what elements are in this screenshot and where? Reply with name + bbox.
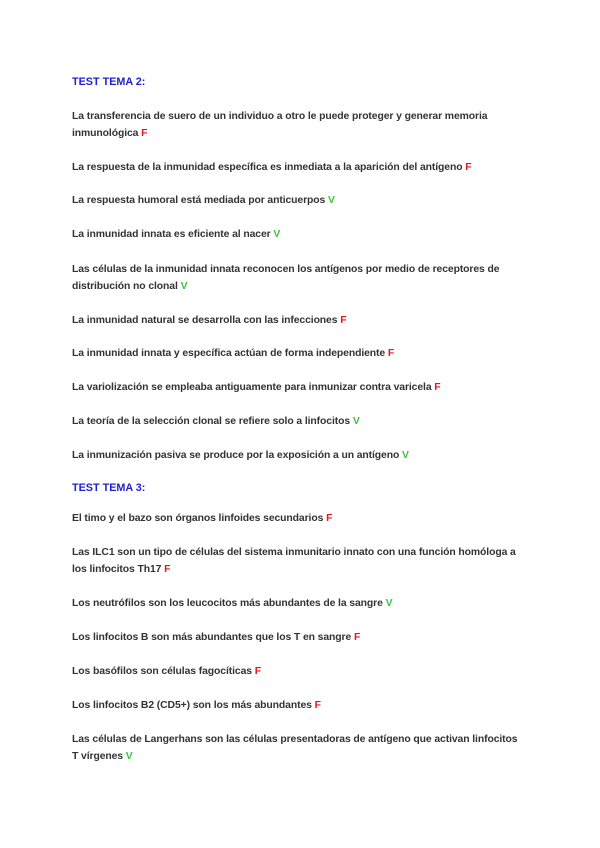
answer-false: F bbox=[353, 632, 361, 643]
question-line: La inmunidad innata y específica actúan de forma independiente F bbox=[72, 348, 395, 359]
question-line: La respuesta de la inmunidad específica es inmediata a la aparición del antígeno F bbox=[72, 162, 472, 173]
answer-false: F bbox=[141, 128, 148, 139]
question-line: Las ILC1 son un tipo de células del sistema inmunitario innato con una función homóloga a bbox=[72, 547, 516, 558]
question-line: Los linfocitos B son más abundantes que los T en sangre F bbox=[72, 632, 361, 643]
question-line: La respuesta humoral está mediada por anticuerpos V bbox=[72, 195, 335, 206]
question-line: distribución no clonal V bbox=[72, 281, 188, 292]
answer-false: F bbox=[465, 162, 472, 173]
question-line: Los basófilos son células fagocíticas F bbox=[72, 666, 261, 677]
question-line: inmunológica F bbox=[72, 128, 148, 139]
question-line: Los linfocitos B2 (CD5+) son los más abundantes F bbox=[72, 700, 321, 711]
answer-false: F bbox=[434, 382, 441, 393]
answer-true: V bbox=[328, 195, 335, 206]
answer-true: V bbox=[125, 751, 133, 762]
section-title-tema-2: TEST TEMA 2: bbox=[72, 76, 146, 88]
answer-false: F bbox=[340, 315, 347, 326]
answer-false: F bbox=[164, 564, 171, 575]
question-line: La inmunización pasiva se produce por la exposición a un antígeno V bbox=[72, 450, 409, 461]
question-line: La transferencia de suero de un individuo a otro le puede proteger y generar memoria bbox=[72, 111, 488, 122]
question-line: El timo y el bazo son órganos linfoides secundarios F bbox=[72, 513, 333, 524]
section-title-tema-3: TEST TEMA 3: bbox=[72, 482, 146, 494]
answer-false: F bbox=[314, 700, 321, 711]
answer-false: F bbox=[254, 666, 261, 677]
answer-true: V bbox=[180, 281, 188, 292]
question-line: Los neutrófilos son los leucocitos más abundantes de la sangre V bbox=[72, 598, 393, 609]
question-line: La teoría de la selección clonal se refiere solo a linfocitos V bbox=[72, 416, 360, 427]
answer-true: V bbox=[402, 450, 409, 461]
answer-true: V bbox=[352, 416, 360, 427]
question-line: los linfocitos Th17 F bbox=[72, 564, 171, 575]
question-line: T vírgenes V bbox=[72, 751, 133, 762]
answer-false: F bbox=[387, 348, 395, 359]
answer-true: V bbox=[273, 229, 281, 240]
answer-false: F bbox=[326, 513, 333, 524]
question-line: Las células de la inmunidad innata reconocen los antígenos por medio de receptores de bbox=[72, 264, 500, 275]
question-line: La inmunidad innata es eficiente al nacer V bbox=[72, 229, 281, 240]
question-line: Las células de Langerhans son las células presentadoras de antígeno que activan linfocitos bbox=[72, 734, 518, 745]
answer-true: V bbox=[385, 598, 393, 609]
question-line: La inmunidad natural se desarrolla con las infecciones F bbox=[72, 315, 347, 326]
question-line: La variolización se empleaba antiguamente para inmunizar contra varicela F bbox=[72, 382, 441, 393]
